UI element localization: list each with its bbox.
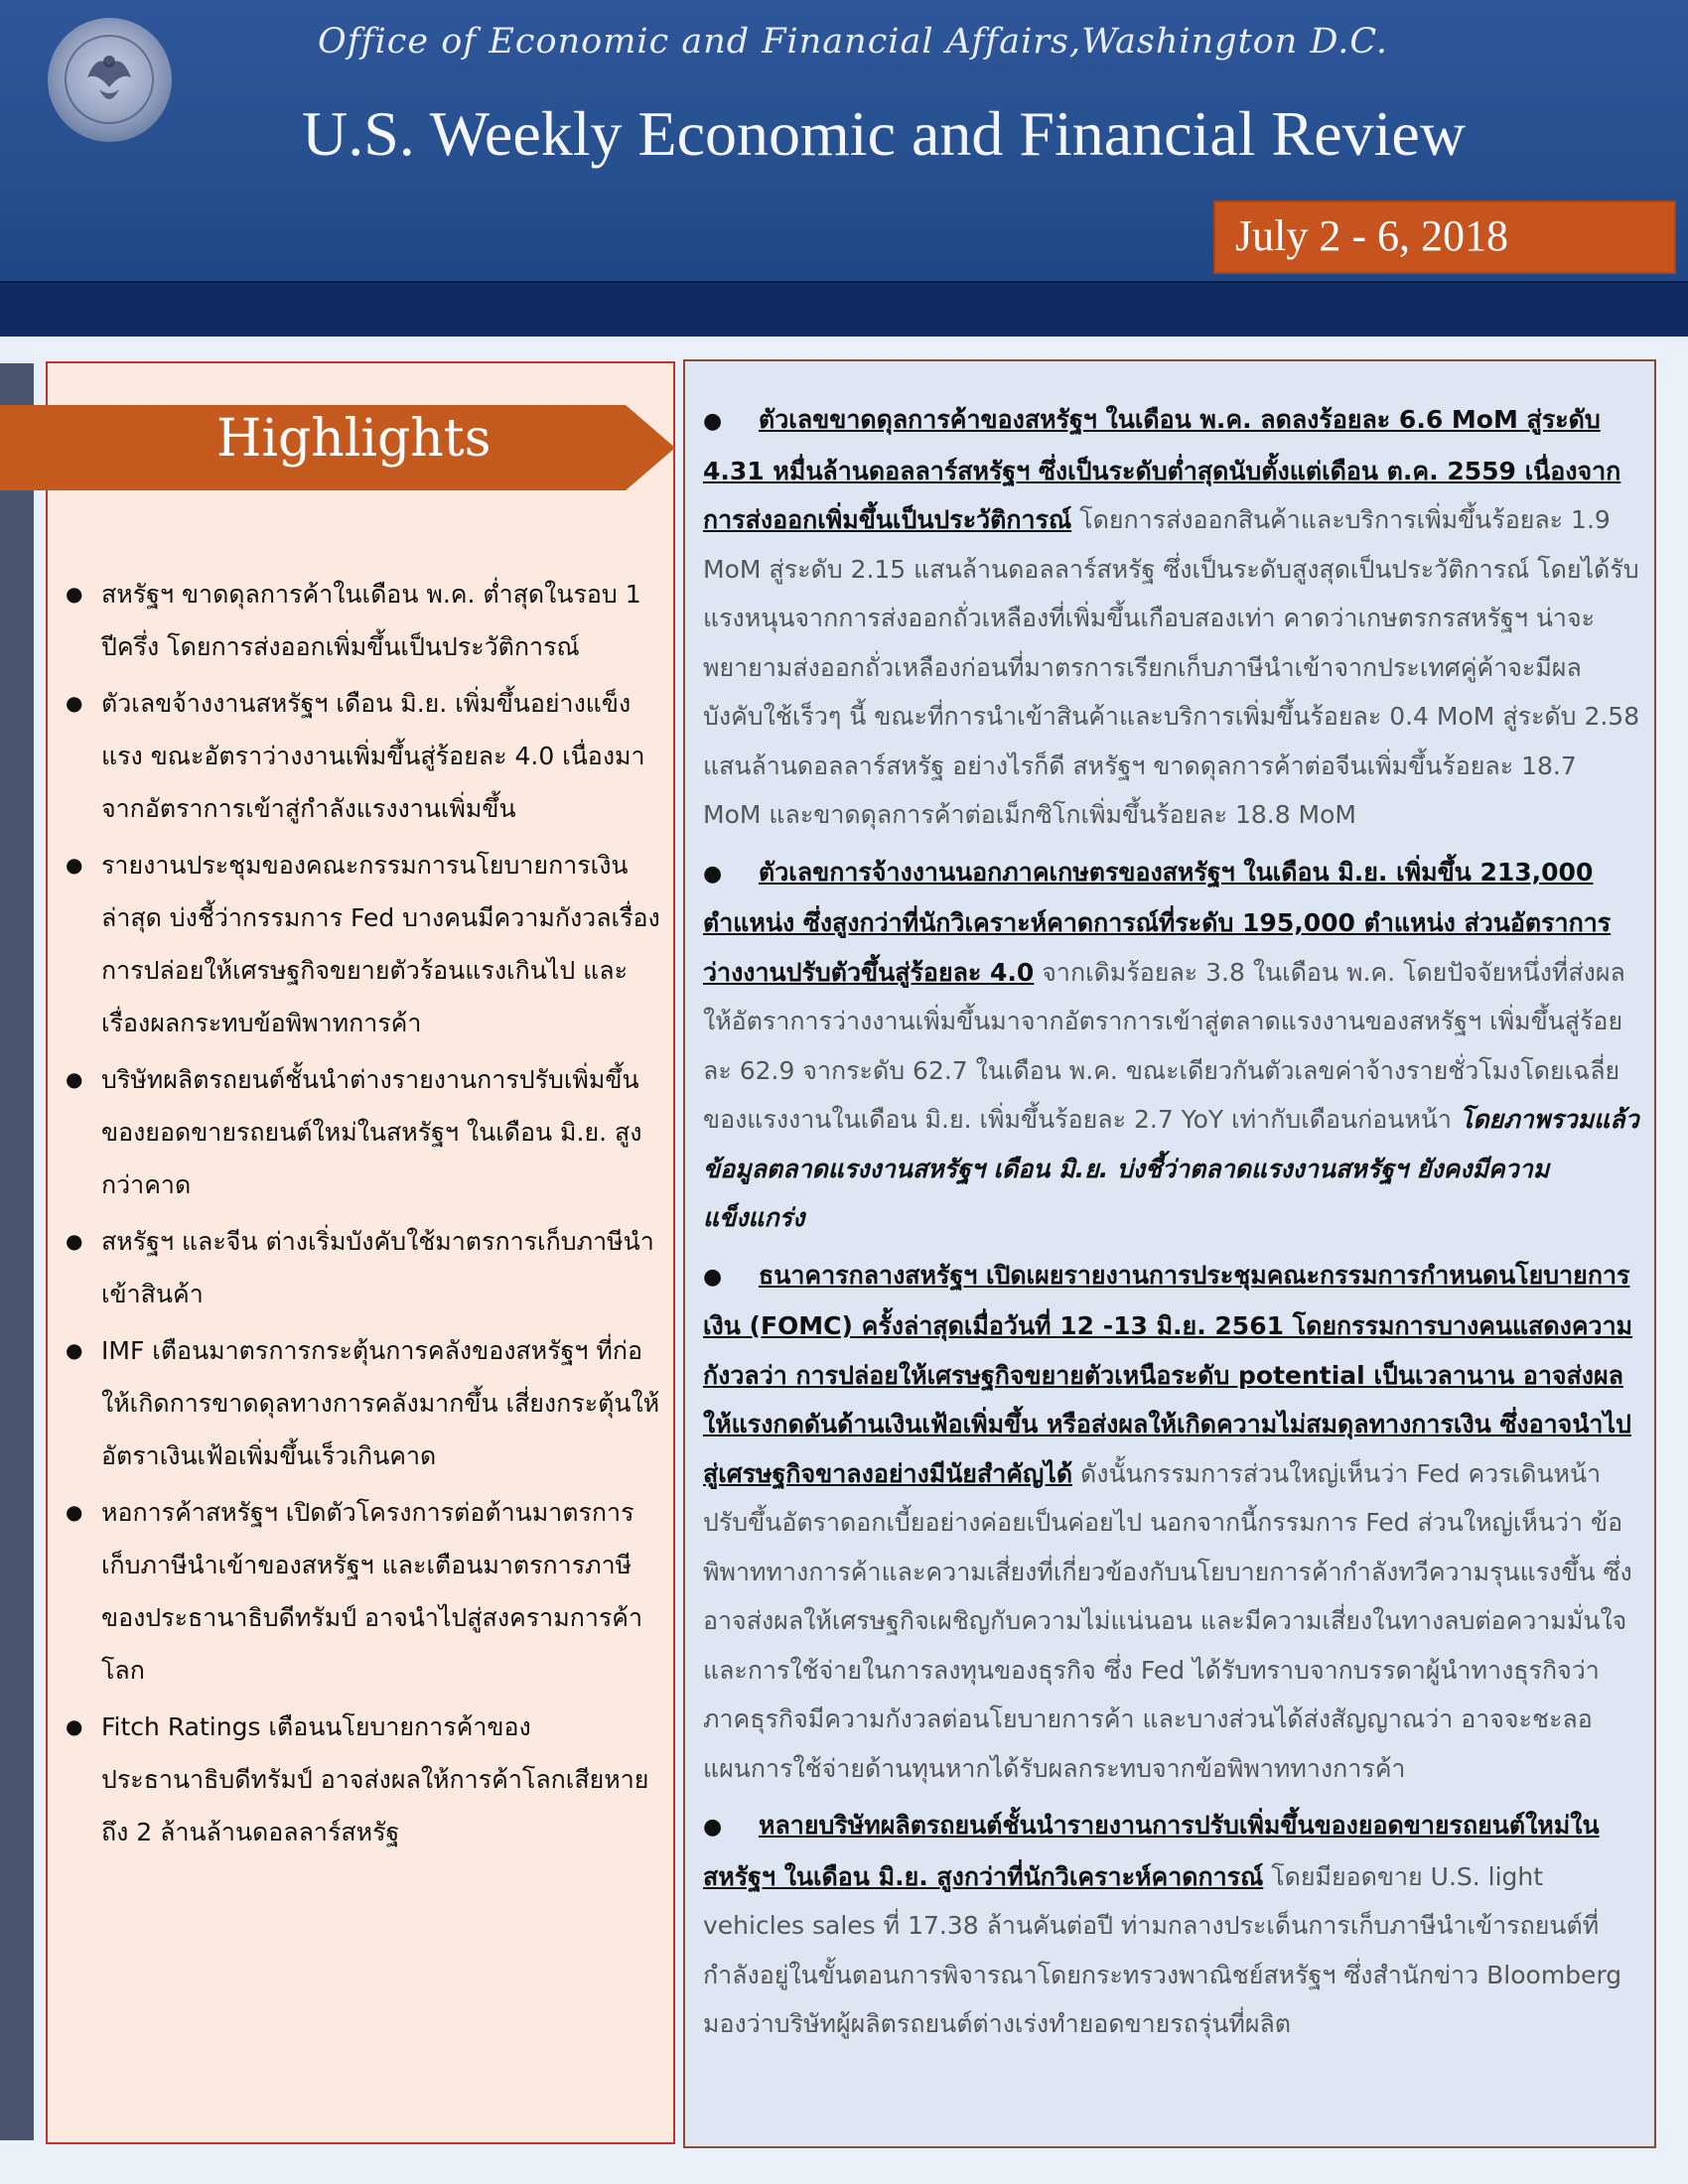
highlight-item: ● รายงานประชุมของคณะกรรมการนโยบายการเงินล่าสุด บ่งชี้ว่ากรรมการ Fed บางคนมีความกังวลเรื่องการปล่อยให้เศรษฐกิจขยายตัวร้อนแรงเกินไป และเรื่องผลกระทบข้อพิพาทการค้า <box>66 839 661 1049</box>
highlight-item: ● บริษัทผลิตรถยนต์ชั้นนำต่างรายงานการปรับเพิ่มขึ้นของยอดขายรถยนต์ใหม่ในสหรัฐฯ ในเดือน มิ.ย. สูงกว่าคาด <box>66 1053 661 1211</box>
left-accent-strip <box>0 363 34 2140</box>
article-body: ดังนั้นกรรมการส่วนใหญ่เห็นว่า Fed ควรเดินหน้าปรับขึ้นอัตราดอกเบี้ยอย่างค่อยเป็นค่อยไป นอกจากนี้กรรมการ Fed ส่วนใหญ่เห็นว่า ข้อพิพาททางการค้าและความเสี่ยงที่เกี่ยวข้องกับนโยบายการค้ากำลังทวีความรุนแรงขึ้น ซึ่งอาจส่งผลให้เศรษฐกิจเผชิญกับความไม่แน่นอน และมีความเสี่ยงในทางลบต่อความมั่นใจและการใช้จ่ายในการลงทุนของธุรกิจ ซึ่ง Fed ได้รับทราบจากบรรดาผู้นำทางธุรกิจว่า ภาคธุรกิจมีความกังวลต่อนโยบายการค้า และบางส่วนได้ส่งสัญญาณว่า อาจจะชะลอแผนการใช้จ่ายด้านทุนหากได้รับผลกระทบจากข้อพิพาททางการค้า <box>703 1458 1632 1783</box>
article-fomc-minutes <box>703 1251 1641 1794</box>
date-text: July 2 - 6, 2018 <box>1235 211 1508 260</box>
article-lead: ตัวเลขขาดดุลการค้าของสหรัฐฯ ในเดือน พ.ค. ลดลงร้อยละ 6.6 MoM สู่ระดับ 4.31 หมื่นล้านดอลลาร์สหรัฐฯ ซึ่งเป็นระดับต่ำสุดนับตั้งแต่เดือน ต.ค. 2559 เนื่องจากการส่งออกเพิ่มขึ้นเป็นประวัติการณ์ <box>703 405 1621 534</box>
highlight-item: ● ตัวเลขจ้างงานสหรัฐฯ เดือน มิ.ย. เพิ่มขึ้นอย่างแข็งแรง ขณะอัตราว่างงานเพิ่มขึ้นสู่ร้อยละ 4.0 เนื่องมาจากอัตราการเข้าสู่กำลังแรงงานเพิ่มขึ้น <box>66 677 661 835</box>
highlight-item: ● สหรัฐฯ และจีน ต่างเริ่มบังคับใช้มาตรการเก็บภาษีนำเข้าสินค้า <box>66 1215 661 1320</box>
article-auto-sales <box>703 1801 1641 2049</box>
highlight-item: ● สหรัฐฯ ขาดดุลการค้าในเดือน พ.ค. ต่ำสุดในรอบ 1 ปีครึ่ง โดยการส่งออกเพิ่มขึ้นเป็นประวัติการณ์ <box>66 568 661 673</box>
bullet-icon: ● <box>703 1815 723 1840</box>
highlights-heading: Highlights <box>216 409 492 469</box>
report-title: U.S. Weekly Economic and Financial Review <box>301 98 1467 169</box>
bullet-icon: ● <box>703 861 723 887</box>
article-lead: หลายบริษัทผลิตรถยนต์ชั้นนำรายงานการปรับเพิ่มขึ้นของยอดขายรถยนต์ใหม่ในสหรัฐฯ ในเดือน มิ.ย. สูงกว่าที่นักวิเคราะห์คาดการณ์ <box>703 1811 1600 1891</box>
bullet-icon: ● <box>703 1264 723 1290</box>
article-employment <box>703 848 1641 1243</box>
highlight-item: ● IMF เตือนมาตรการกระตุ้นการคลังของสหรัฐฯ ที่ก่อให้เกิดการขาดดุลทางการคลังมากขึ้น เสี่ยงกระตุ้นให้อัตราเงินเฟ้อเพิ่มขึ้นเร็วเกินคาด <box>66 1324 661 1482</box>
office-name: Office of Economic and Financial Affairs,Washington D.C. <box>318 22 1388 62</box>
highlight-item: ● หอการค้าสหรัฐฯ เปิดตัวโครงการต่อต้านมาตรการเก็บภาษีนำเข้าของสหรัฐฯ และเตือนมาตรการภาษีของประธานาธิบดีทรัมป์ อาจนำไปสู่สงครามการค้าโลก <box>66 1486 661 1697</box>
articles-content <box>703 395 1641 2057</box>
header-divider-band <box>0 281 1688 337</box>
article-lead: ธนาคารกลางสหรัฐฯ เปิดเผยรายงานการประชุมคณะกรรมการกำหนดนโยบายการเงิน (FOMC) ครั้งล่าสุดเมื่อวันที่ 12 -13 มิ.ย. 2561 โดยกรรมการบางคนแสดงความกังวลว่า การปล่อยให้เศรษฐกิจขยายตัวเหนือระดับ potential เป็นเวลานาน อาจส่งผลให้แรงกดดันด้านเงินเฟ้อเพิ่มขึ้น หรือส่งผลให้เกิดความไม่สมดุลทางการเงิน ซึ่งอาจนำไปสู่เศรษฐกิจขาลงอย่างมีนัยสำคัญได้ <box>703 1260 1633 1488</box>
treasury-seal-icon <box>48 18 172 142</box>
article-body: โดยการส่งออกสินค้าและบริการเพิ่มขึ้นร้อยละ 1.9 MoM สู่ระดับ 2.15 แสนล้านดอลลาร์สหรัฐ ซึ่งเป็นระดับสูงสุดเป็นประวัติการณ์ โดยได้รับแรงหนุนจากการส่งออกถั่วเหลืองที่เพิ่มขึ้นเกือบสองเท่า คาดว่าเกษตรกรสหรัฐฯ น่าจะพยายามส่งออกถั่วเหลืองก่อนที่มาตรการเรียกเก็บภาษีนำเข้าจากประเทศคู่ค้าจะมีผลบังคับใช้เร็วๆ นี้ ขณะที่การนำเข้าสินค้าและบริการเพิ่มขึ้นร้อยละ 0.4 MoM สู่ระดับ 2.58 แสนล้านดอลลาร์สหรัฐ อย่างไรก็ดี สหรัฐฯ ขาดดุลการค้าต่อจีนเพิ่มขึ้นร้อยละ 18.7 MoM และขาดดุลการค้าต่อเม็กซิโกเพิ่มขึ้นร้อยละ 18.8 MoM <box>703 505 1640 829</box>
article-conclusion: โดยภาพรวมแล้วข้อมูลตลาดแรงงานสหรัฐฯ เดือน มิ.ย. บ่งชี้ว่าตลาดแรงงานสหรัฐฯ ยังคงมีความแข็งแกร่ง <box>703 1105 1639 1232</box>
highlights-list <box>66 568 661 1862</box>
article-trade-balance <box>703 395 1641 840</box>
bullet-icon: ● <box>703 409 723 434</box>
highlight-item: ● Fitch Ratings เตือนนโยบายการค้าของประธานาธิบดีทรัมป์ อาจส่งผลให้การค้าโลกเสียหายถึง 2 ล้านล้านดอลลาร์สหรัฐ <box>66 1701 661 1858</box>
date-badge <box>1213 201 1676 274</box>
article-body: โดยมียอดขาย U.S. light vehicles sales ที่ 17.38 ล้านคันต่อปี ท่ามกลางประเด็นการเก็บภาษีนำเข้ารถยนต์ที่กำลังอยู่ในขั้นตอนการพิจารณาโดยกระทรวงพาณิชย์สหรัฐฯ ซึ่งสำนักข่าว Bloomberg มองว่าบริษัทผู้ผลิตรถยนต์ต่างเร่งทำยอดขายรถรุ่นที่ผลิต <box>703 1861 1622 2038</box>
article-lead: ตัวเลขการจ้างงานนอกภาคเกษตรของสหรัฐฯ ในเดือน มิ.ย. เพิ่มขึ้น 213,000 ตำแหน่ง ซึ่งสูงกว่าที่นักวิเคราะห์คาดการณ์ที่ระดับ 195,000 ตำแหน่ง ส่วนอัตราการว่างงานปรับตัวขึ้นสู่ร้อยละ 4.0 <box>703 857 1612 987</box>
article-body: จากเดิมร้อยละ 3.8 ในเดือน พ.ค. โดยปัจจัยหนึ่งที่ส่งผลให้อัตราการว่างงานเพิ่มขึ้นมาจากอัตราการเข้าสู่ตลาดแรงงานของสหรัฐฯ เพิ่มขึ้นสู่ร้อยละ 62.9 จากระดับ 62.7 ในเดือน พ.ค. ขณะเดียวกันตัวเลขค่าจ้างรายชั่วโมงโดยเฉลี่ยของแรงงานในเดือน มิ.ย. เพิ่มขึ้นร้อยละ 2.7 YoY เท่ากับเดือนก่อนหน้า <box>703 957 1625 1134</box>
